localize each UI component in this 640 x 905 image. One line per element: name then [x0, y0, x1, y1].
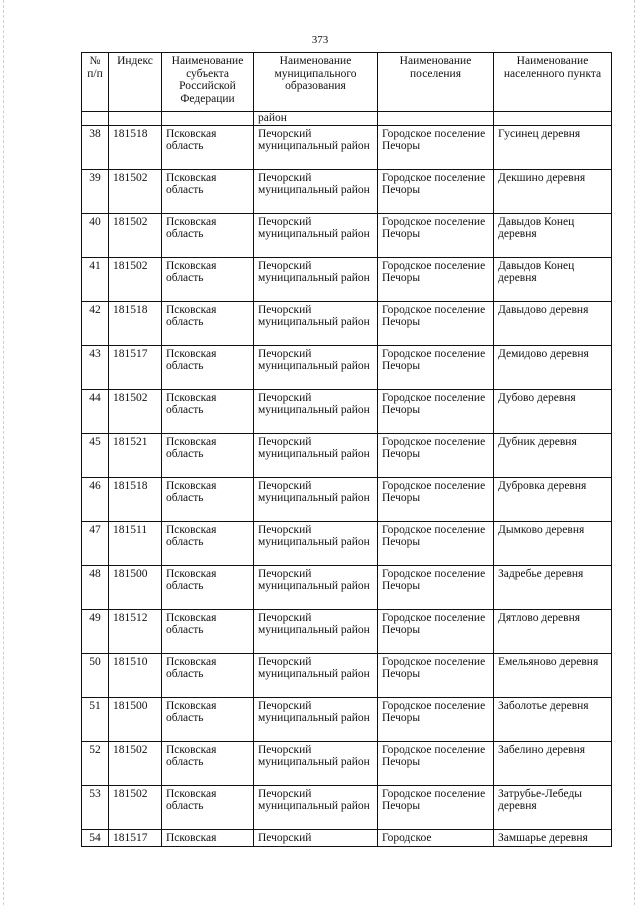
cell-subject: Псковская — [162, 829, 254, 846]
cell-index: 181502 — [109, 741, 162, 785]
cell-subject: Псковская область — [162, 697, 254, 741]
cell-num: 46 — [82, 477, 109, 521]
table-row — [82, 301, 612, 345]
cell-index: 181500 — [109, 565, 162, 609]
cell-subject: Псковская область — [162, 565, 254, 609]
cell-settlement: Городское поселение Печоры — [378, 653, 494, 697]
cell-municipality: Печорский муниципальный район — [254, 653, 378, 697]
table-row — [82, 345, 612, 389]
cell-locality: Емельяново деревня — [494, 653, 612, 697]
table-row — [82, 521, 612, 565]
cell-municipality: Печорский муниципальный район — [254, 785, 378, 829]
table-row — [82, 829, 612, 846]
cell-num: 51 — [82, 697, 109, 741]
cell-locality: Дубово деревня — [494, 389, 612, 433]
cell-settlement: Городское поселение Печоры — [378, 213, 494, 257]
cell-locality: Заболотье деревня — [494, 697, 612, 741]
cell-municipality: Печорский муниципальный район — [254, 257, 378, 301]
table-row — [82, 213, 612, 257]
cell-settlement: Городское поселение Печоры — [378, 345, 494, 389]
cell-num: 41 — [82, 257, 109, 301]
cell-subject: Псковская область — [162, 609, 254, 653]
cell-locality: Демидово деревня — [494, 345, 612, 389]
cell-index: 181510 — [109, 653, 162, 697]
header-subject: Наименование субъекта Российской Федерации — [162, 53, 254, 112]
cell-num: 39 — [82, 169, 109, 213]
cell-settlement: Городское — [378, 829, 494, 846]
cell-num: 47 — [82, 521, 109, 565]
header-locality: Наименование населенного пункта — [494, 53, 612, 112]
cell-municipality: Печорский муниципальный район — [254, 169, 378, 213]
cell-index: 181517 — [109, 345, 162, 389]
cell-subject: Псковская область — [162, 433, 254, 477]
cell-locality: Давыдово деревня — [494, 301, 612, 345]
cell-num: 44 — [82, 389, 109, 433]
cell-index: 181518 — [109, 477, 162, 521]
cell-subject: Псковская область — [162, 169, 254, 213]
table-header-row — [82, 53, 612, 112]
cell-index: 181518 — [109, 301, 162, 345]
cell-settlement: Городское поселение Печоры — [378, 301, 494, 345]
cell-locality: Затрубье-Лебеды деревня — [494, 785, 612, 829]
table-row — [82, 477, 612, 521]
cell-municipality: Печорский муниципальный район — [254, 697, 378, 741]
cell-num: 50 — [82, 653, 109, 697]
cell-index: 181512 — [109, 609, 162, 653]
cell-index: 181500 — [109, 697, 162, 741]
cell-settlement: Городское поселение Печоры — [378, 521, 494, 565]
cell-num: 42 — [82, 301, 109, 345]
cell-locality: Задребье деревня — [494, 565, 612, 609]
cell-municipality: Печорский муниципальный район — [254, 213, 378, 257]
cell-index: 181518 — [109, 125, 162, 169]
cell-locality: Дубровка деревня — [494, 477, 612, 521]
cell-municipality: Печорский муниципальный район — [254, 389, 378, 433]
cell-subject: Псковская область — [162, 477, 254, 521]
page-edge-left — [3, 0, 4, 905]
cell-index: 181502 — [109, 389, 162, 433]
table-row — [82, 433, 612, 477]
cell-num: 38 — [82, 125, 109, 169]
table-row — [82, 169, 612, 213]
cell-subject: Псковская область — [162, 213, 254, 257]
table-row — [82, 653, 612, 697]
header-settlement: Наименование поселения — [378, 53, 494, 112]
cell-locality: Дымково деревня — [494, 521, 612, 565]
cell-settlement: Городское поселение Печоры — [378, 389, 494, 433]
cell-index: 181502 — [109, 169, 162, 213]
cell-subject: Псковская область — [162, 653, 254, 697]
cell-municipality: Печорский муниципальный район — [254, 125, 378, 169]
cell-locality: Давыдов Конец деревня — [494, 213, 612, 257]
table-row — [82, 785, 612, 829]
cell-subject: Псковская область — [162, 301, 254, 345]
table-row — [82, 125, 612, 169]
cell-settlement: Городское поселение Печоры — [378, 785, 494, 829]
cell-settlement: Городское поселение Печоры — [378, 125, 494, 169]
cell-settlement: Городское поселение Печоры — [378, 477, 494, 521]
cell-locality: Гусинец деревня — [494, 125, 612, 169]
page-edge-right — [634, 0, 635, 905]
cell-index: 181502 — [109, 213, 162, 257]
cell-locality: Дубник деревня — [494, 433, 612, 477]
table-row — [82, 609, 612, 653]
cell-locality: Дятлово деревня — [494, 609, 612, 653]
cell-num: 52 — [82, 741, 109, 785]
cell-municipality: Печорский муниципальный район — [254, 565, 378, 609]
cell-index: 181521 — [109, 433, 162, 477]
table-row — [82, 389, 612, 433]
cell-num: 45 — [82, 433, 109, 477]
table-row — [82, 741, 612, 785]
cell-locality: Декшино деревня — [494, 169, 612, 213]
table-body — [82, 112, 612, 847]
cell-settlement: Городское поселение Печоры — [378, 741, 494, 785]
cell-subject: Псковская область — [162, 345, 254, 389]
page-number: 373 — [311, 34, 329, 46]
cell-num: 53 — [82, 785, 109, 829]
cell-municipality: Печорский муниципальный район — [254, 477, 378, 521]
cell-index: 181502 — [109, 257, 162, 301]
cell-index: 181511 — [109, 521, 162, 565]
cell-settlement: Городское поселение Печоры — [378, 697, 494, 741]
cell-municipality: Печорский муниципальный район — [254, 521, 378, 565]
cell-subject: Псковская область — [162, 785, 254, 829]
cell-municipality: Печорский муниципальный район — [254, 345, 378, 389]
cell-locality: Забелино деревня — [494, 741, 612, 785]
header-num: № п/п — [82, 53, 109, 112]
cell-num: 49 — [82, 609, 109, 653]
cell-num: 48 — [82, 565, 109, 609]
cell-municipality: Печорский муниципальный район — [254, 301, 378, 345]
cell-municipality: Печорский — [254, 829, 378, 846]
table-row — [82, 697, 612, 741]
cell-subject: Псковская область — [162, 125, 254, 169]
cell-settlement: Городское поселение Печоры — [378, 565, 494, 609]
cell-subject: Псковская область — [162, 741, 254, 785]
cell-index: 181517 — [109, 829, 162, 846]
cell-locality: Замшарье деревня — [494, 829, 612, 846]
cell-num: 43 — [82, 345, 109, 389]
header-municipality: Наименование муниципального образования — [254, 53, 378, 112]
header-index: Индекс — [109, 53, 162, 112]
cell-num: 54 — [82, 829, 109, 846]
cell-settlement: Городское поселение Печоры — [378, 433, 494, 477]
cell-settlement: Городское поселение Печоры — [378, 609, 494, 653]
cell-num: 40 — [82, 213, 109, 257]
table-row — [82, 565, 612, 609]
cell-locality: Давыдов Конец деревня — [494, 257, 612, 301]
cell-settlement: Городское поселение Печоры — [378, 169, 494, 213]
cell-settlement: Городское поселение Печоры — [378, 257, 494, 301]
table-row — [82, 257, 612, 301]
cell-index: 181502 — [109, 785, 162, 829]
cell-municipality: Печорский муниципальный район — [254, 433, 378, 477]
cell-subject: Псковская область — [162, 257, 254, 301]
continuation-cell: район — [254, 112, 378, 126]
cell-municipality: Печорский муниципальный район — [254, 741, 378, 785]
cell-municipality: Печорский муниципальный район — [254, 609, 378, 653]
localities-table — [81, 52, 612, 847]
cell-subject: Псковская область — [162, 521, 254, 565]
continuation-row — [82, 112, 612, 126]
cell-subject: Псковская область — [162, 389, 254, 433]
